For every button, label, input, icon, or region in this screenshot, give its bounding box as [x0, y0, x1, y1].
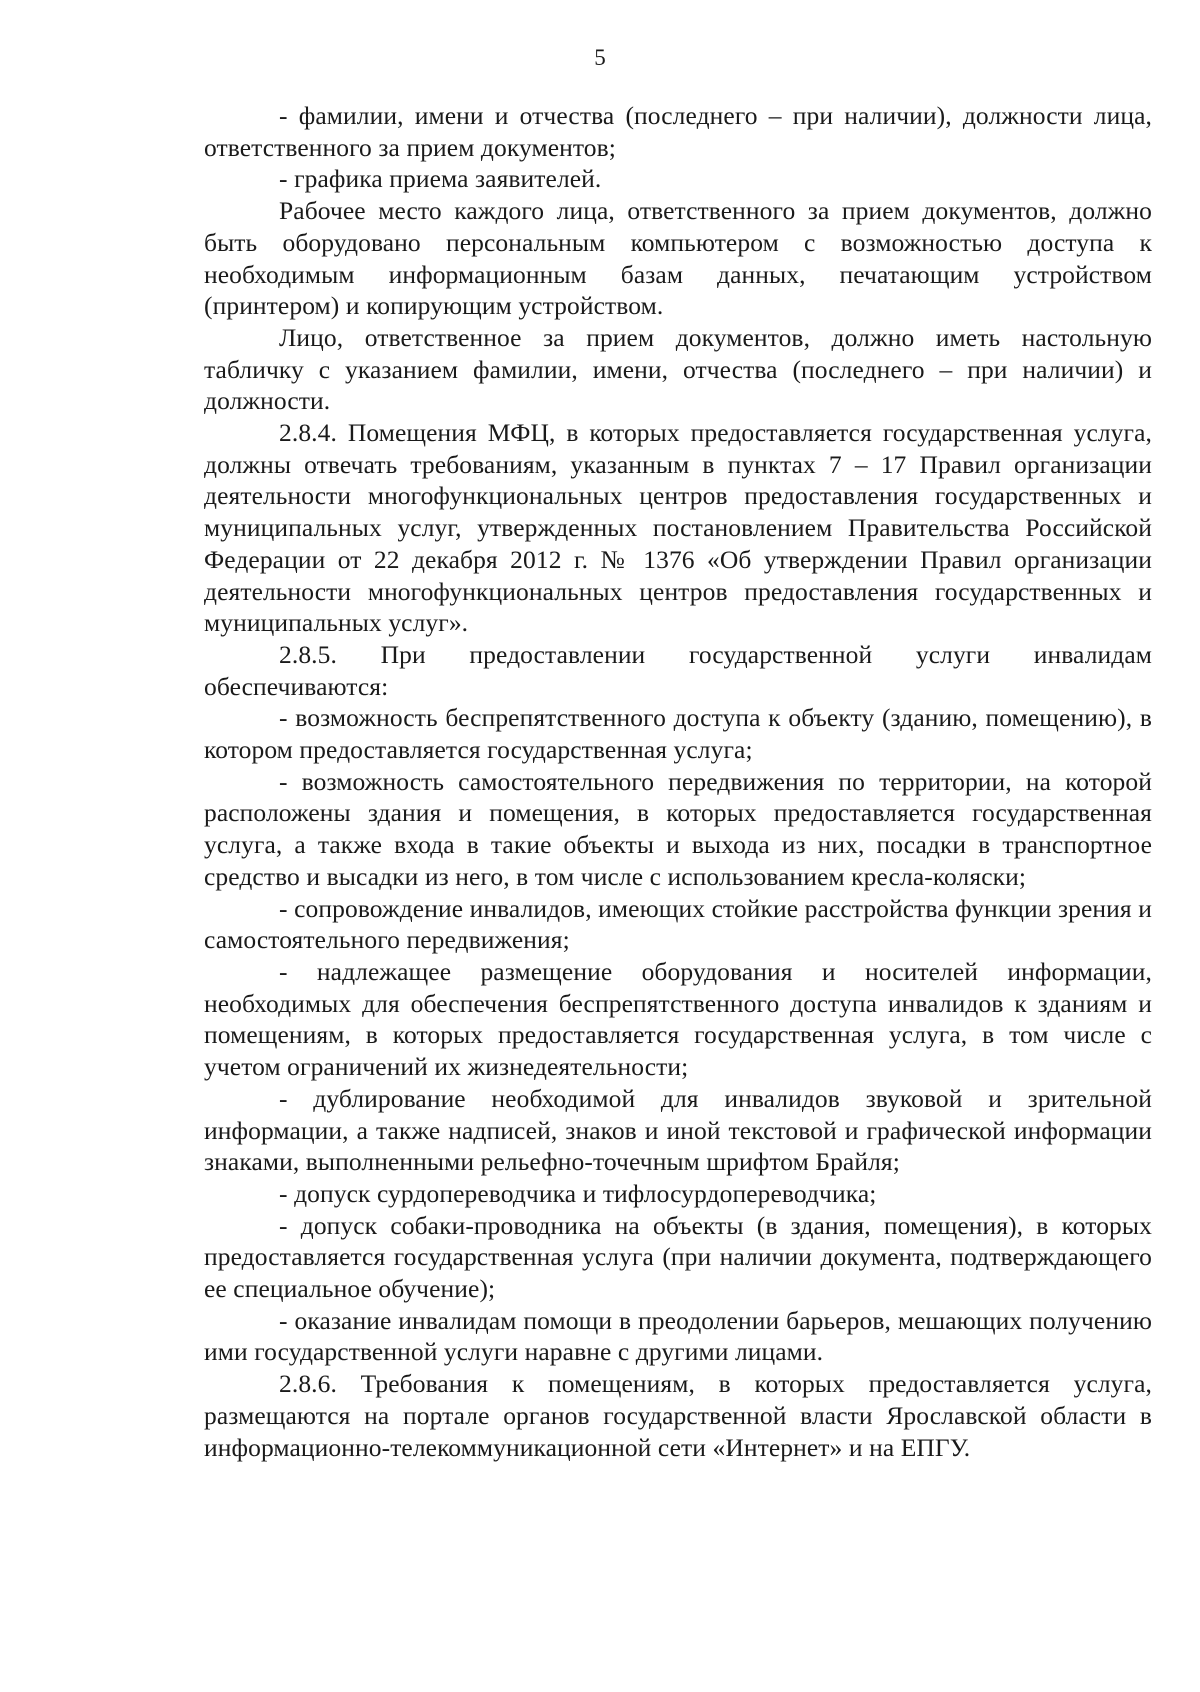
- paragraph-15: 2.8.6. Требования к помещениям, в которых предоставляется услуга, размещаются на портале органов государственной власти Ярославской области в информационно-телекоммуникационной сети «Интернет» и на ЕПГУ.: [204, 1369, 1152, 1462]
- paragraph-7: - возможность беспрепятственного доступа к объекту (зданию, помещению), в котором предоставляется государственная услуга;: [204, 703, 1152, 765]
- paragraph-14: - оказание инвалидам помощи в преодолении барьеров, мешающих получению ими государственной услуги наравне с другими лицами.: [204, 1305, 1152, 1367]
- paragraph-13: - допуск собаки-проводника на объекты (в здания, помещения), в которых предоставляется государственная услуга (при наличии документа, подтверждающего ее специальное обучение);: [204, 1210, 1152, 1304]
- paragraph-1: - фамилии, имени и отчества (последнего – при наличии), должности лица, ответственного за прием документов;: [204, 101, 1152, 162]
- paragraph-2: - графика приема заявителей.: [279, 164, 602, 194]
- paragraph-12: - допуск сурдопереводчика и тифлосурдопереводчика;: [279, 1178, 877, 1208]
- document-body: [204, 100, 1152, 1463]
- paragraph-3: Рабочее место каждого лица, ответственного за прием документов, должно быть оборудовано персональным компьютером с возможностью доступа к необходимым информационным базам данных, печатающим устройством (принтером) и копирующим устройством.: [204, 196, 1152, 321]
- paragraph-5: 2.8.4. Помещения МФЦ, в которых предоставляется государственная услуга, должны отвечать требованиям, указанным в пунктах 7 – 17 Правил организации деятельности многофункциональных центров предоставления государственных и муниципальных услуг, утвержденных постановлением Правительства Российской Федерации от 22 декабря 2012 г. № 1376 «Об утверждении Правил организации деятельности многофункциональных центров предоставления государственных и муниципальных услуг».: [204, 418, 1152, 638]
- paragraph-11: - дублирование необходимой для инвалидов звуковой и зрительной информации, а также надписей, знаков и иной текстовой и графической информации знаками, выполненными рельефно-точечным шрифтом Брайля;: [204, 1083, 1152, 1177]
- paragraph-9: - сопровождение инвалидов, имеющих стойкие расстройства функции зрения и самостоятельного передвижения;: [204, 893, 1152, 955]
- paragraph-4: Лицо, ответственное за прием документов, должно иметь настольную табличку с указанием фамилии, имени, отчества (последнего – при наличии) и должности.: [204, 322, 1152, 416]
- paragraph-10: - надлежащее размещение оборудования и носителей информации, необходимых для обеспечения беспрепятственного доступа инвалидов к зданиям и помещениям, в которых предоставляется государственная услуга, в том числе с учетом ограничений их жизнедеятельности;: [204, 956, 1152, 1082]
- paragraph-6: 2.8.5. При предоставлении государственной услуги инвалидам обеспечиваются:: [204, 639, 1152, 701]
- page-number: 5: [594, 45, 606, 70]
- paragraph-8: - возможность самостоятельного передвижения по территории, на которой расположены здания и помещения, в которых предоставляется государственная услуга, а также входа в такие объекты и выхода из них, посадки в транспортное средство и высадки из него, в том числе с использованием кресла-коляски;: [204, 766, 1152, 891]
